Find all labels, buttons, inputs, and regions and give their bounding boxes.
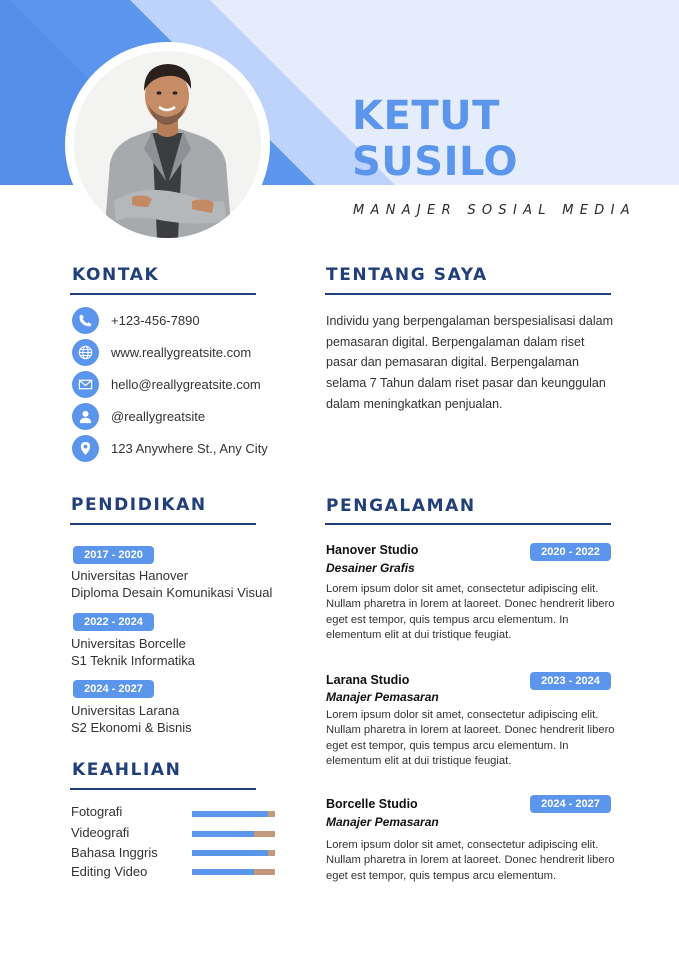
experience-company: Larana Studio bbox=[326, 673, 410, 687]
contact-phone-text: +123-456-7890 bbox=[111, 312, 200, 328]
name-second-line: SUSILO bbox=[352, 139, 519, 185]
skill-bar bbox=[192, 850, 275, 856]
globe-icon bbox=[72, 339, 99, 366]
education-years-badge: 2022 - 2024 bbox=[73, 613, 154, 631]
contact-website-text: www.reallygreatsite.com bbox=[111, 344, 252, 360]
skill-label: Fotografi bbox=[71, 804, 123, 819]
experience-position: Manajer Pemasaran bbox=[326, 815, 439, 829]
skill-bar bbox=[192, 831, 275, 837]
contact-section-title: KONTAK bbox=[72, 265, 160, 285]
contact-email[interactable] bbox=[72, 370, 261, 398]
contact-phone[interactable] bbox=[72, 306, 200, 334]
mail-icon bbox=[72, 371, 99, 398]
profile-photo bbox=[74, 51, 261, 238]
contact-social[interactable] bbox=[72, 402, 205, 430]
location-pin-icon bbox=[72, 435, 99, 462]
experience-years-badge: 2023 - 2024 bbox=[530, 672, 611, 690]
skill-label: Videografi bbox=[71, 825, 130, 840]
contact-address[interactable] bbox=[72, 434, 268, 462]
education-school: Universitas Borcelle bbox=[71, 636, 186, 651]
about-text: Individu yang berpengalaman berspesialisasi dalam pemasaran digital. Berpengalaman dalam riset pasar dan pemasaran digital. Berpengalaman selama 7 Tahun dalam riset pasar dan keunggulan dalam meningkatkan penjualan. bbox=[326, 314, 613, 411]
skill-bar-fill bbox=[192, 811, 268, 817]
full-name bbox=[352, 93, 518, 185]
skill-bar bbox=[192, 811, 275, 817]
user-icon bbox=[72, 403, 99, 430]
skill-label: Bahasa Inggris bbox=[71, 845, 158, 860]
skills-section-rule bbox=[70, 788, 256, 790]
contact-social-text: @reallygreatsite bbox=[111, 408, 206, 424]
skill-bar-fill bbox=[192, 831, 254, 837]
about-section-rule bbox=[325, 293, 611, 295]
education-degree: S2 Ekonomi & Bisnis bbox=[71, 720, 192, 735]
contact-website[interactable] bbox=[72, 338, 251, 366]
experience-description: Lorem ipsum dolor sit amet, consectetur adipiscing elit. Nullam pharetra in lorem at laoreet. Donec hendrerit libero eget est tempor, quis tempus arcu elementum. In elementum elit at dui tristique feugiat. bbox=[326, 583, 615, 641]
education-degree: S1 Teknik Informatika bbox=[71, 653, 196, 668]
experience-section-rule bbox=[325, 523, 611, 525]
education-school: Universitas Hanover bbox=[71, 568, 189, 583]
education-section-rule bbox=[70, 523, 256, 525]
skill-bar bbox=[192, 869, 275, 875]
experience-position: Desainer Grafis bbox=[326, 561, 415, 575]
skill-bar-fill bbox=[192, 869, 254, 875]
experience-description: Lorem ipsum dolor sit amet, consectetur adipiscing elit. Nullam pharetra in lorem at laoreet. Donec hendrerit libero eget est tempor, quis tempus arcu elementum. bbox=[326, 839, 615, 882]
about-section-title: TENTANG SAYA bbox=[326, 265, 488, 285]
education-years-badge: 2024 - 2027 bbox=[73, 680, 154, 698]
skill-label: Editing Video bbox=[71, 864, 148, 879]
contact-section-rule bbox=[70, 293, 256, 295]
person-portrait-illustration bbox=[74, 51, 261, 238]
education-section-title: PENDIDIKAN bbox=[71, 495, 207, 515]
contact-address-text: 123 Anywhere St., Any City bbox=[111, 440, 268, 456]
experience-years-badge: 2024 - 2027 bbox=[530, 795, 611, 813]
experience-company: Hanover Studio bbox=[326, 543, 419, 557]
experience-company: Borcelle Studio bbox=[326, 797, 418, 811]
contact-email-text: hello@reallygreatsite.com bbox=[111, 376, 261, 392]
job-role: MANAJER SOSIAL MEDIA bbox=[353, 203, 636, 218]
education-degree: Diploma Desain Komunikasi Visual bbox=[71, 585, 273, 600]
education-years-badge: 2017 - 2020 bbox=[73, 546, 154, 564]
skill-bar-fill bbox=[192, 850, 268, 856]
education-school: Universitas Larana bbox=[71, 703, 180, 718]
experience-position: Manajer Pemasaran bbox=[326, 690, 439, 704]
name-first-line: KETUT bbox=[352, 93, 500, 139]
experience-years-badge: 2020 - 2022 bbox=[530, 543, 611, 561]
skills-section-title: KEAHLIAN bbox=[72, 760, 182, 780]
phone-icon bbox=[72, 307, 99, 334]
experience-section-title: PENGALAMAN bbox=[326, 496, 476, 516]
experience-description: Lorem ipsum dolor sit amet, consectetur adipiscing elit. Nullam pharetra in lorem at laoreet. Donec hendrerit libero eget est tempor, quis tempus arcu elementum. In elementum elit at dui tristique feugiat. bbox=[326, 709, 615, 767]
